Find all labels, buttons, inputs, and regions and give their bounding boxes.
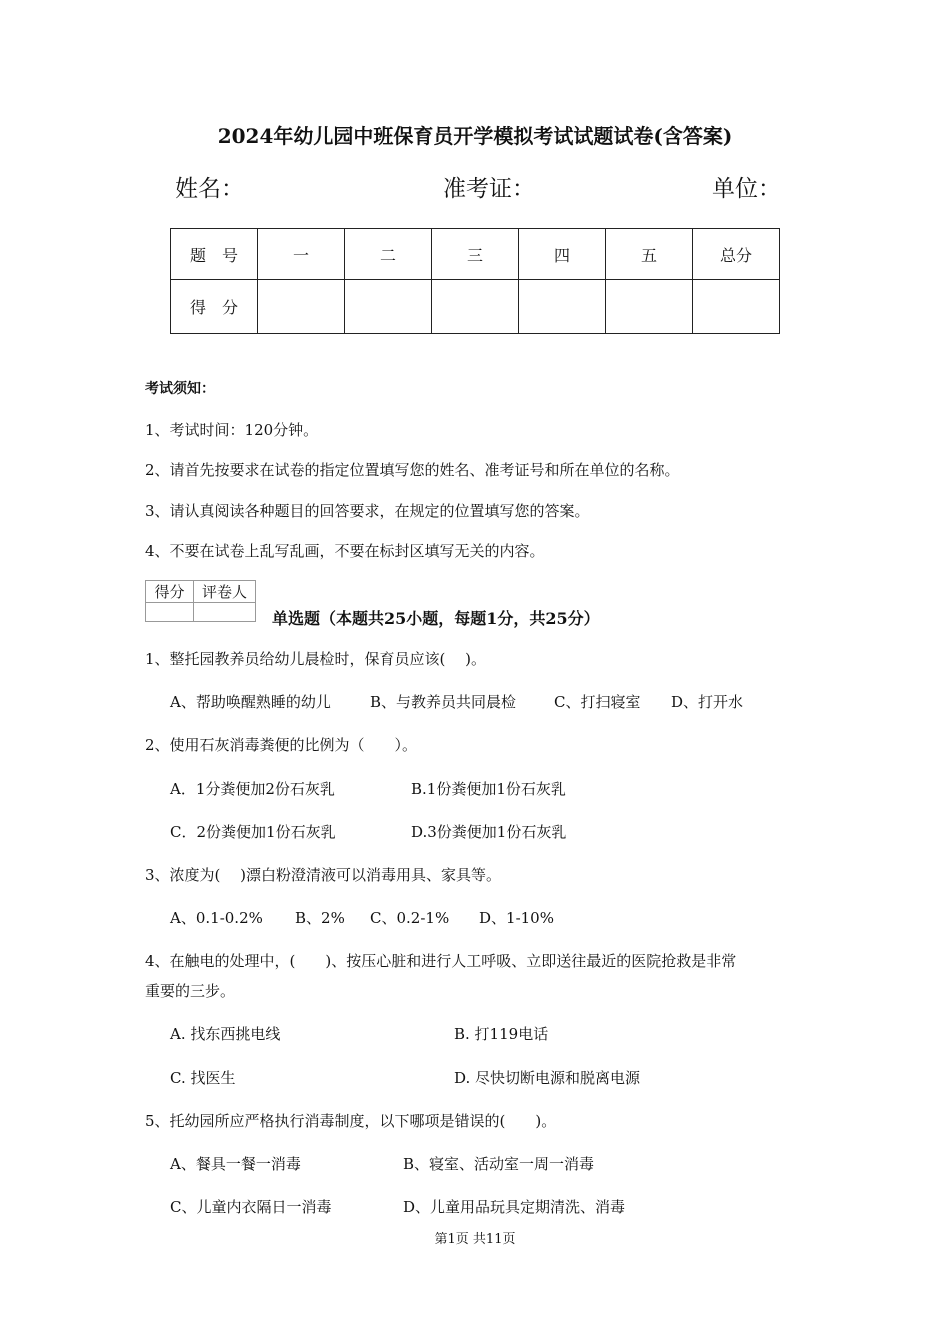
score-header-cell: 二 (345, 229, 432, 280)
answer-option[interactable]: C、儿童内衣隔日一消毒 (170, 1198, 332, 1216)
notice-item: 4、不要在试卷上乱写乱画，不要在标封区填写无关的内容。 (145, 542, 545, 560)
answer-option[interactable]: C. 找医生 (170, 1069, 236, 1087)
notice-item: 2、请首先按要求在试卷的指定位置填写您的姓名、准考证号和所在单位的名称。 (145, 461, 680, 479)
question-stem: 5、托幼园所应严格执行消毒制度，以下哪项是错误的( )。 (145, 1112, 557, 1130)
score-header-cell: 五 (606, 229, 693, 280)
score-header-cell: 题 号 (171, 229, 258, 280)
grader-reviewer-label: 评卷人 (194, 581, 256, 603)
answer-option[interactable]: D. 尽快切断电源和脱离电源 (454, 1069, 641, 1087)
grader-reviewer-cell[interactable] (194, 603, 256, 622)
score-table-score-row (171, 280, 780, 334)
answer-option[interactable]: D、儿童用品玩具定期清洗、消毒 (403, 1198, 626, 1216)
answer-option[interactable]: B. 打119电话 (454, 1025, 549, 1043)
answer-option[interactable]: B、与教养员共同晨检 (370, 693, 517, 711)
score-entry-cell[interactable] (432, 280, 519, 334)
score-table (170, 228, 780, 334)
unit-field-label: 单位： (712, 176, 781, 202)
answer-option[interactable]: B、寝室、活动室一周一消毒 (403, 1155, 595, 1173)
answer-option[interactable]: B.1份粪便加1份石灰乳 (411, 780, 566, 798)
answer-option[interactable]: A．1分粪便加2份石灰乳 (170, 780, 335, 798)
score-entry-cell[interactable] (606, 280, 693, 334)
score-header-cell: 四 (519, 229, 606, 280)
score-row-label: 得 分 (171, 280, 258, 334)
grader-score-cell[interactable] (146, 603, 194, 622)
answer-option[interactable]: C、打扫寝室 (554, 693, 641, 711)
notice-heading: 考试须知： (145, 381, 215, 397)
score-header-cell: 总分 (693, 229, 780, 280)
score-entry-cell[interactable] (258, 280, 345, 334)
answer-option[interactable]: D、1-10% (479, 909, 554, 927)
question-stem: 2、使用石灰消毒粪便的比例为（ ）。 (145, 736, 418, 754)
answer-option[interactable]: A、帮助唤醒熟睡的幼儿 (170, 693, 331, 711)
answer-option[interactable]: A、0.1-0.2% (170, 909, 263, 927)
exam-id-field-label: 准考证： (443, 176, 535, 202)
question-stem: 1、整托园教养员给幼儿晨检时，保育员应该( )。 (145, 650, 487, 668)
question-stem-continued: 重要的三步。 (145, 982, 236, 1000)
grader-box (145, 580, 256, 622)
score-table-header-row (171, 229, 780, 280)
score-entry-cell[interactable] (519, 280, 606, 334)
grader-score-label: 得分 (146, 581, 194, 603)
page-number: 第1页 共11页 (434, 1232, 516, 1247)
score-entry-cell[interactable] (345, 280, 432, 334)
answer-option[interactable]: C、0.2-1% (370, 909, 450, 927)
exam-title: 2024年幼儿园中班保育员开学模拟考试试题试卷(含答案) (217, 124, 733, 148)
score-header-cell: 一 (258, 229, 345, 280)
name-field-label: 姓名： (175, 176, 244, 202)
answer-option[interactable]: D.3份粪便加1份石灰乳 (411, 823, 567, 841)
score-header-cell: 三 (432, 229, 519, 280)
answer-option[interactable]: D、打开水 (671, 693, 744, 711)
score-entry-cell[interactable] (693, 280, 780, 334)
section-title: 单选题（本题共25小题，每题1分，共25分） (272, 609, 600, 628)
notice-item: 1、考试时间：120分钟。 (145, 421, 319, 439)
question-stem: 3、浓度为( )漂白粉澄清液可以消毒用具、家具等。 (145, 866, 502, 884)
answer-option[interactable]: A. 找东西挑电线 (170, 1025, 281, 1043)
notice-item: 3、请认真阅读各种题目的回答要求，在规定的位置填写您的答案。 (145, 502, 590, 520)
question-stem: 4、在触电的处理中，( )、按压心脏和进行人工呼吸、立即送往最近的医院抢救是非常 (145, 952, 737, 970)
answer-option[interactable]: B、2% (295, 909, 345, 927)
answer-option[interactable]: A、餐具一餐一消毒 (170, 1155, 301, 1173)
answer-option[interactable]: C．2份粪便加1份石灰乳 (170, 823, 336, 841)
